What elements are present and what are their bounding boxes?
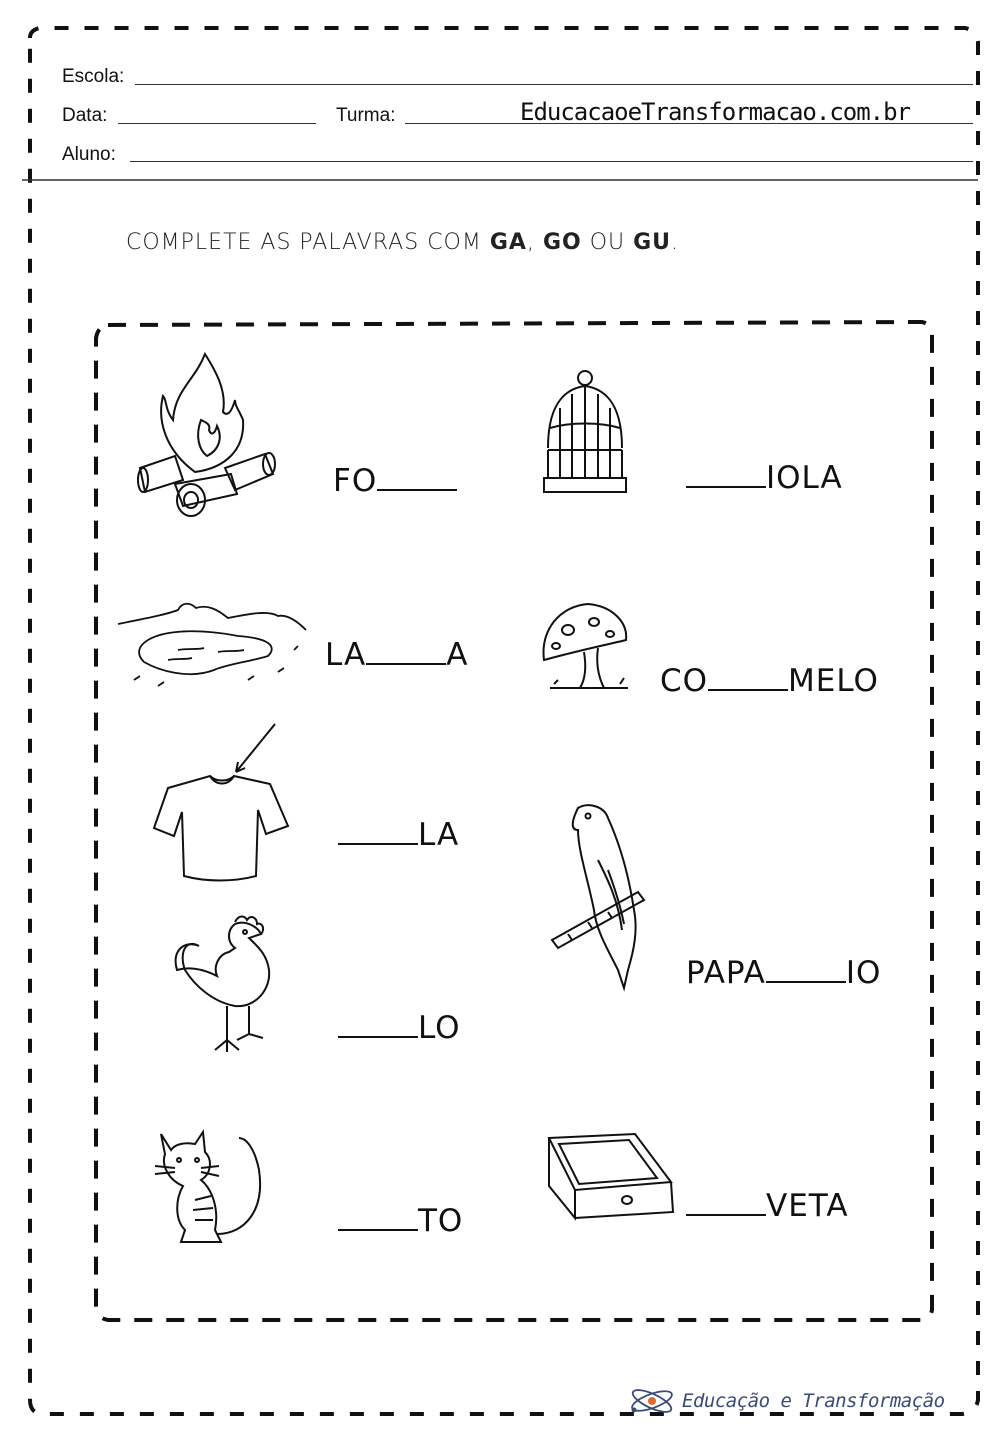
mushroom-icon: [540, 600, 630, 695]
date-label: Data:: [62, 105, 108, 126]
atom-logo-icon: [628, 1384, 676, 1418]
site-watermark: EducacaoeTransformacao.com.br: [520, 98, 911, 126]
word-fogo: FO: [333, 463, 457, 499]
school-label: Escola:: [62, 66, 125, 87]
tshirt-icon: [150, 720, 290, 885]
word-cogumelo: CO MELO: [660, 663, 879, 699]
answer-blank[interactable]: [366, 663, 446, 665]
student-label: Aluno:: [62, 144, 116, 165]
word-lagoa: LA A: [325, 637, 469, 673]
word-gola: LA: [338, 817, 459, 853]
cat-icon: [155, 1130, 270, 1250]
word-gaiola: IOLA: [686, 460, 843, 496]
rooster-icon: [165, 910, 280, 1060]
footer-brand: [628, 1384, 945, 1418]
footer-brand-text: Educação e Transformação: [682, 1390, 945, 1412]
answer-blank[interactable]: [377, 489, 457, 491]
birdcage-icon: [540, 368, 630, 500]
answer-blank[interactable]: [338, 1036, 418, 1038]
word-gaveta: VETA: [686, 1188, 849, 1224]
answer-blank[interactable]: [338, 843, 418, 845]
campfire-icon: [135, 350, 275, 520]
answer-blank[interactable]: [686, 486, 766, 488]
class-label: Turma:: [336, 105, 396, 126]
drawer-icon: [545, 1130, 675, 1225]
answer-blank[interactable]: [686, 1214, 766, 1216]
school-field[interactable]: [135, 84, 973, 85]
pond-icon: [118, 600, 308, 695]
word-gato: TO: [338, 1203, 463, 1239]
word-papagaio: PAPA IO: [686, 955, 882, 991]
parrot-icon: [548, 800, 648, 990]
answer-blank[interactable]: [338, 1229, 418, 1231]
answer-blank[interactable]: [708, 689, 788, 691]
student-field[interactable]: [130, 161, 973, 162]
instruction: COMPLETE AS PALAVRAS COM GA, GO OU GU.: [126, 230, 680, 255]
date-field[interactable]: [118, 123, 316, 124]
word-galo: LO: [338, 1010, 461, 1046]
answer-blank[interactable]: [766, 981, 846, 983]
